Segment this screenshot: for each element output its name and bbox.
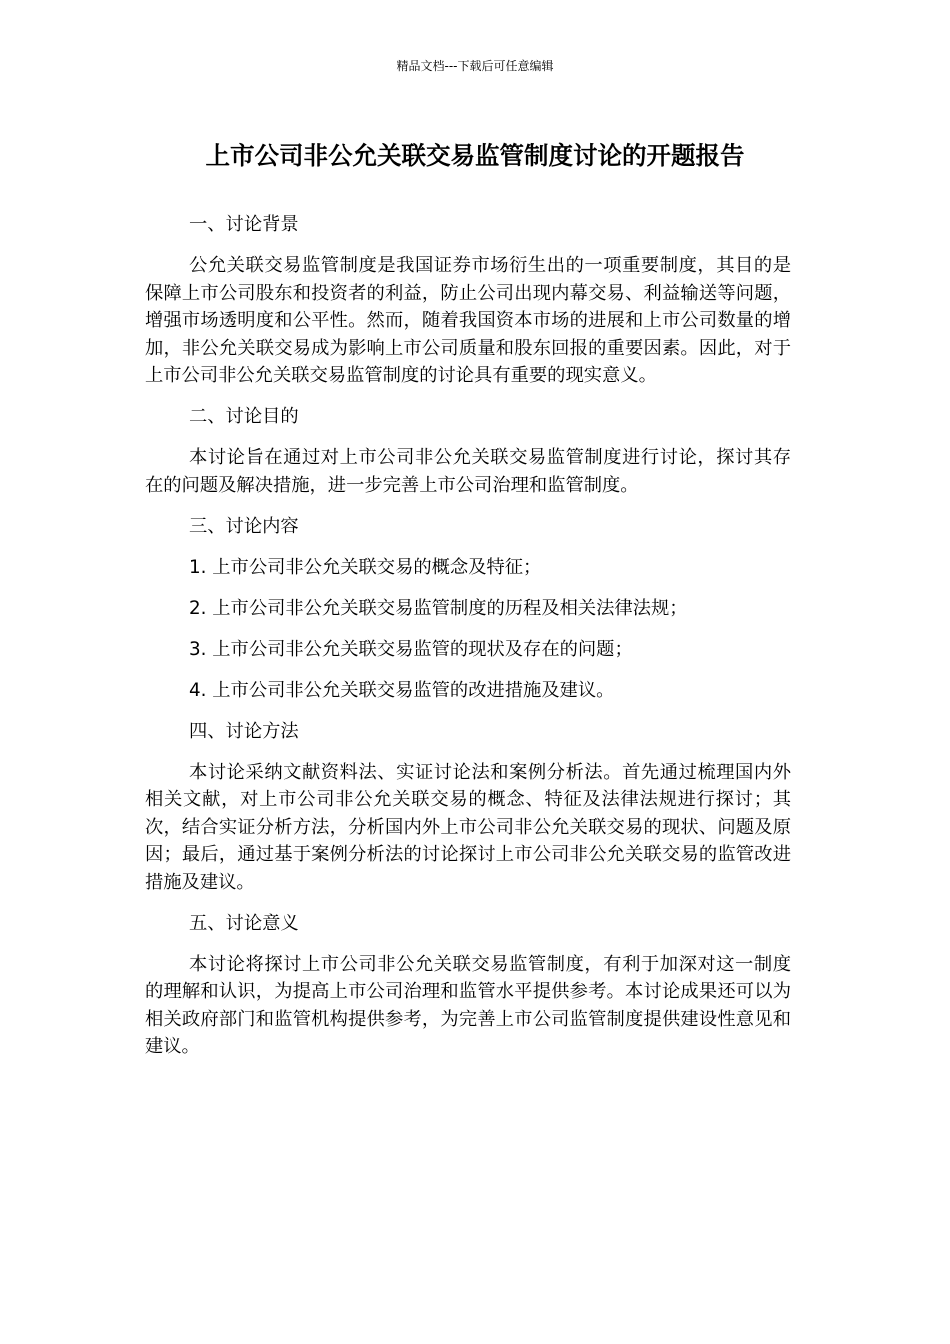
list-item: 1. 上市公司非公允关联交易的概念及特征；: [189, 556, 542, 578]
section-content: [145, 513, 791, 705]
section-paragraph: 本讨论旨在通过对上市公司非公允关联交易监管制度进行讨论，探讨其存在的问题及解决措施，进一步完善上市公司治理和监管制度。: [145, 447, 791, 496]
section-heading: 二、讨论目的: [189, 406, 299, 427]
list-item: 3. 上市公司非公允关联交易监管的现状及存在的问题；: [189, 638, 633, 660]
document-title: 上市公司非公允关联交易监管制度讨论的开题报告: [205, 141, 745, 170]
section-paragraph: 本讨论将探讨上市公司非公允关联交易监管制度，有利于加深对这一制度的理解和认识，为提高上市公司治理和监管水平提供参考。本讨论成果还可以为相关政府部门和监管机构提供参考，为完善上市公司监管制度提供建设性意见和建议。: [145, 953, 791, 1057]
section-purpose: [145, 403, 791, 499]
section-heading: 四、讨论方法: [189, 720, 299, 742]
section-heading: 五、讨论意义: [189, 912, 299, 934]
section-significance: [145, 910, 791, 1061]
section-heading: 三、讨论内容: [189, 515, 299, 537]
section-paragraph: 公允关联交易监管制度是我国证券市场衍生出的一项重要制度，其目的是保障上市公司股东和投资者的利益，防止公司出现内幕交易、利益输送等问题，增强市场透明度和公平性。然而，随着我国资本市场的进展和上市公司数量的增加，非公允关联交易成为影响上市公司质量和股东回报的重要因素。因此，对于上市公司非公允关联交易监管制度的讨论具有重要的现实意义。: [145, 255, 791, 386]
section-heading: 一、讨论背景: [189, 214, 299, 235]
page-header: 精品文档---下载后可任意编辑: [396, 59, 554, 73]
section-background: [145, 211, 791, 390]
list-item: 2. 上市公司非公允关联交易监管制度的历程及相关法律法规；: [189, 597, 688, 619]
list-item: 4. 上市公司非公允关联交易监管的改进措施及建议。: [189, 679, 615, 701]
section-method: [145, 718, 791, 897]
section-paragraph: 本讨论采纳文献资料法、实证讨论法和案例分析法。首先通过梳理国内外相关文献，对上市公司非公允关联交易的概念、特征及法律法规进行探讨；其次，结合实证分析方法，分析国内外上市公司非公允关联交易的现状、问题及原因；最后，通过基于案例分析法的讨论探讨上市公司非公允关联交易的监管改进措施及建议。: [145, 761, 791, 893]
document-body: [145, 211, 791, 1074]
